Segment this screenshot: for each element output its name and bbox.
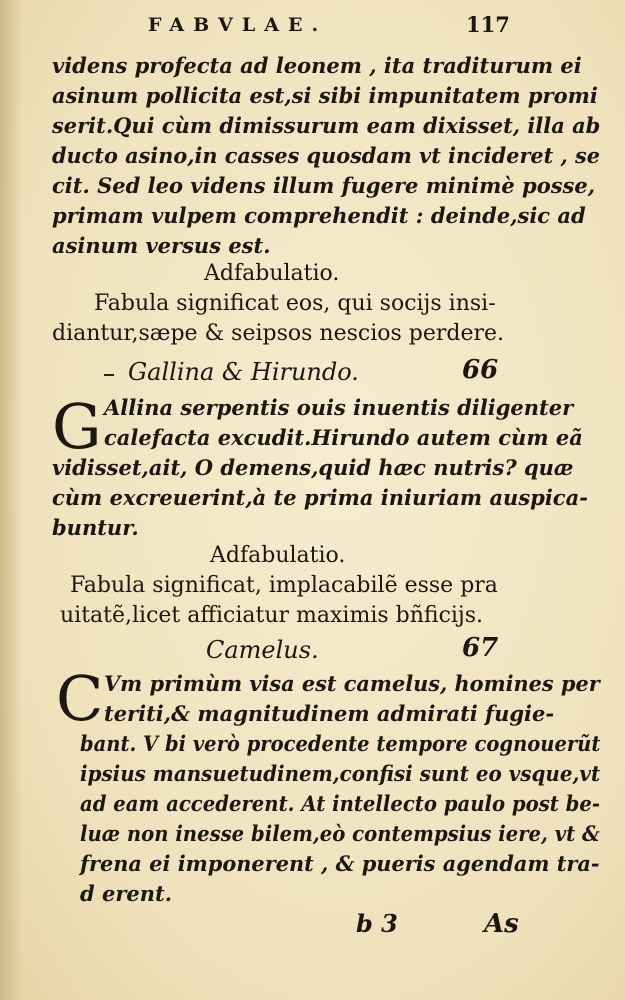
signature-mark: b 3 [356, 909, 398, 938]
fable-title: Gallina & Hirundo. [128, 358, 359, 386]
text-line: primam vulpem comprehendit : deinde,sic ad [52, 203, 586, 228]
catchword: As [484, 909, 519, 939]
binding-gutter [0, 0, 22, 1000]
text-line: ipsius mansuetudinem,confisi sunt eo vsque,vt [80, 761, 601, 786]
text-line: buntur. [52, 515, 139, 540]
moral-line: uitatẽ,licet afficiatur maximis bñficijs. [60, 603, 484, 628]
moral-heading: Adfabulatio. [210, 543, 346, 568]
text-line: teriti,& magnitudinem admirati fugie- [104, 701, 555, 726]
text-line: bant. V bi verò procedente tempore cognouerũt [80, 731, 601, 756]
text-line: serit.Qui cùm dimissurum eam dixisset, illa ab [52, 113, 601, 138]
text-line: Allina serpentis ouis inuentis diligenter [104, 395, 574, 420]
text-line: cit. Sed leo videns illum fugere minimè posse, [52, 173, 596, 198]
drop-cap: G [52, 390, 102, 463]
running-head: FABVLAE. [148, 14, 328, 36]
fable-title: Camelus. [206, 636, 319, 664]
moral-heading: Adfabulatio. [204, 261, 340, 286]
drop-cap: C [56, 662, 104, 735]
moral-line: diantur,sæpe & seipsos nescios perdere. [52, 321, 505, 346]
fable-number: 67 [462, 633, 499, 663]
fable-number: 66 [462, 355, 499, 385]
moral-line: Fabula significat eos, qui socijs insi- [94, 291, 496, 316]
text-line: ducto asino,in casses quosdam vt incideret , se [52, 143, 600, 168]
text-line: asinum versus est. [52, 233, 271, 258]
moral-line: Fabula significat, implacabilẽ esse pra [70, 573, 498, 598]
text-line: ad eam accederent. At intellecto paulo post be- [80, 791, 601, 816]
text-line: frena ei imponerent , & pueris agendam tra- [80, 851, 600, 876]
text-line: d erent. [80, 881, 173, 906]
text-line: videns profecta ad leonem , ita traditurum ei [52, 53, 582, 78]
text-line: Vm primùm visa est camelus, homines per [104, 671, 600, 696]
text-line: asinum pollicita est,si sibi impunitatem promi [52, 83, 598, 108]
ornament-dash [104, 374, 114, 376]
text-line: luæ non inesse bilem,eò contempsius iere, vt & [80, 821, 600, 846]
page-number: 117 [466, 12, 510, 37]
text-line: vidisset,ait, O demens,quid hæc nutris? quæ [52, 455, 574, 480]
text-line: calefacta excudit.Hirundo autem cùm eã [104, 425, 583, 450]
text-line: cùm excreuerint,à te prima iniuriam auspica- [52, 485, 588, 510]
